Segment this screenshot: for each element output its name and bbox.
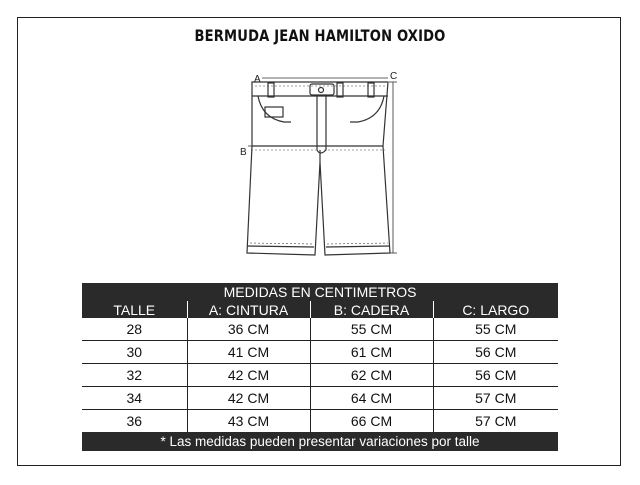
- cell-largo: 56 CM: [433, 364, 558, 387]
- cell-cadera: 64 CM: [310, 387, 433, 410]
- table-row: [82, 341, 558, 364]
- table-row: [82, 410, 558, 433]
- cell-talle: 32: [82, 364, 187, 387]
- table-row: [82, 318, 558, 341]
- product-title: BERMUDA JEAN HAMILTON OXIDO: [194, 26, 446, 45]
- cell-cintura: 42 CM: [187, 364, 310, 387]
- col-header-cadera: B: CADERA: [310, 301, 433, 318]
- cell-talle: 30: [82, 341, 187, 364]
- cell-cintura: 43 CM: [187, 410, 310, 433]
- table-row: [82, 387, 558, 410]
- cell-largo: 57 CM: [433, 387, 558, 410]
- cell-largo: 57 CM: [433, 410, 558, 433]
- cell-cadera: 62 CM: [310, 364, 433, 387]
- cell-cadera: 55 CM: [310, 318, 433, 341]
- col-header-cintura: A: CINTURA: [187, 301, 310, 318]
- cell-cadera: 66 CM: [310, 410, 433, 433]
- col-header-talle: TALLE: [82, 301, 187, 318]
- label-b: B: [240, 147, 247, 158]
- cell-talle: 36: [126, 413, 143, 429]
- cell-talle: 34: [82, 387, 187, 410]
- col-header-largo: C: LARGO: [433, 301, 558, 318]
- cell-cintura: 36 CM: [187, 318, 310, 341]
- cell-largo: 56 CM: [433, 341, 558, 364]
- cell-cintura: 41 CM: [187, 341, 310, 364]
- table-footnote: * Las medidas pueden presentar variaciones por talle: [82, 432, 558, 451]
- cell-cintura: 42 CM: [187, 387, 310, 410]
- cell-talle: 28: [82, 318, 187, 341]
- table-row: [82, 364, 558, 387]
- cell-cadera: 61 CM: [310, 341, 433, 364]
- shorts-outline-icon: [247, 82, 390, 255]
- label-c: C: [390, 71, 398, 82]
- table-heading: MEDIDAS EN CENTIMETROS: [82, 283, 558, 301]
- cell-largo: 55 CM: [433, 318, 558, 341]
- label-a: A: [254, 74, 261, 85]
- size-table: [82, 283, 558, 451]
